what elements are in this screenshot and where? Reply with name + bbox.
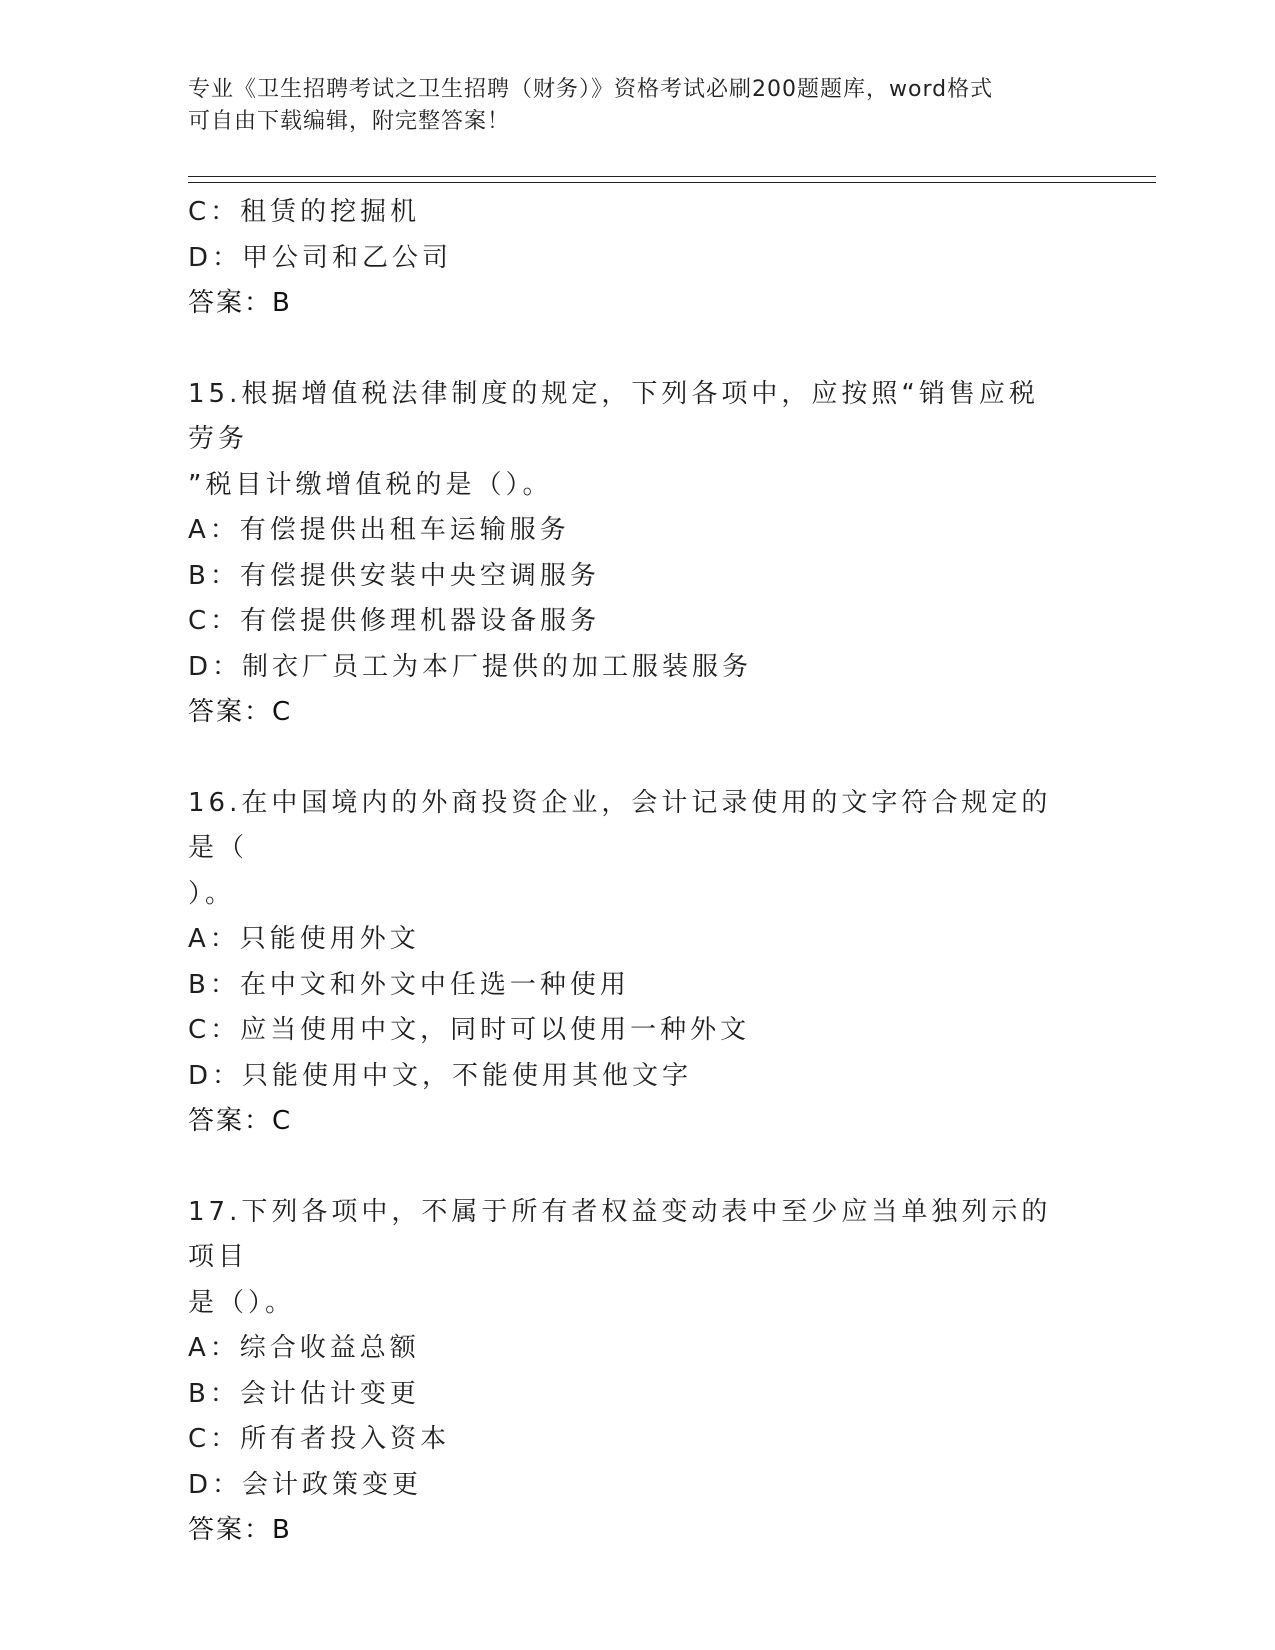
option-c: C：租赁的挖掘机 <box>188 197 421 227</box>
option-c: C：所有者投入资本 <box>188 1424 451 1454</box>
answer-line: 答案：C <box>188 1106 293 1136</box>
header-title-line-1: 专业《卫生招聘考试之卫生招聘（财务）》资格考试必刷200题题库，word格式 <box>188 77 994 102</box>
question-17 <box>188 1190 1068 1554</box>
option-a: A：只能使用外文 <box>188 924 420 954</box>
answer-line: 答案：C <box>188 697 293 727</box>
answer-line: 答案：B <box>188 1515 292 1545</box>
question-text: ）。 <box>188 878 236 909</box>
option-a: A：有偿提供出租车运输服务 <box>188 515 570 545</box>
question-text: 是（）。 <box>188 1287 296 1318</box>
option-d: D：制衣厂员工为本厂提供的加工服装服务 <box>188 651 753 682</box>
question-list <box>188 190 1068 1599</box>
document-header <box>188 74 1068 138</box>
question-text: 15.根据增值税法律制度的规定，下列各项中，应按照“销售应税劳务 <box>188 378 1039 454</box>
question-text: 16.在中国境内的外商投资企业，会计记录使用的文字符合规定的是（ <box>188 787 1052 863</box>
answer-line: 答案：B <box>188 288 292 318</box>
option-d: D：甲公司和乙公司 <box>188 242 453 273</box>
option-c: C：有偿提供修理机器设备服务 <box>188 606 601 636</box>
question-text: 17.下列各项中，不属于所有者权益变动表中至少应当单独列示的项目 <box>188 1196 1052 1272</box>
option-c: C：应当使用中文，同时可以使用一种外文 <box>188 1015 751 1045</box>
option-d: D：只能使用中文，不能使用其他文字 <box>188 1060 693 1091</box>
option-b: B：在中文和外文中任选一种使用 <box>188 969 630 1000</box>
option-d: D：会计政策变更 <box>188 1469 423 1500</box>
option-a: A：综合收益总额 <box>188 1333 420 1363</box>
question-16 <box>188 781 1068 1145</box>
question-continued <box>188 190 1068 327</box>
question-text: ”税目计缴增值税的是（）。 <box>188 469 553 500</box>
header-divider <box>188 176 1156 183</box>
question-15 <box>188 372 1068 736</box>
option-b: B：有偿提供安装中央空调服务 <box>188 560 600 591</box>
option-b: B：会计估计变更 <box>188 1378 420 1409</box>
header-title-line-2: 可自由下载编辑，附完整答案！ <box>188 109 511 134</box>
